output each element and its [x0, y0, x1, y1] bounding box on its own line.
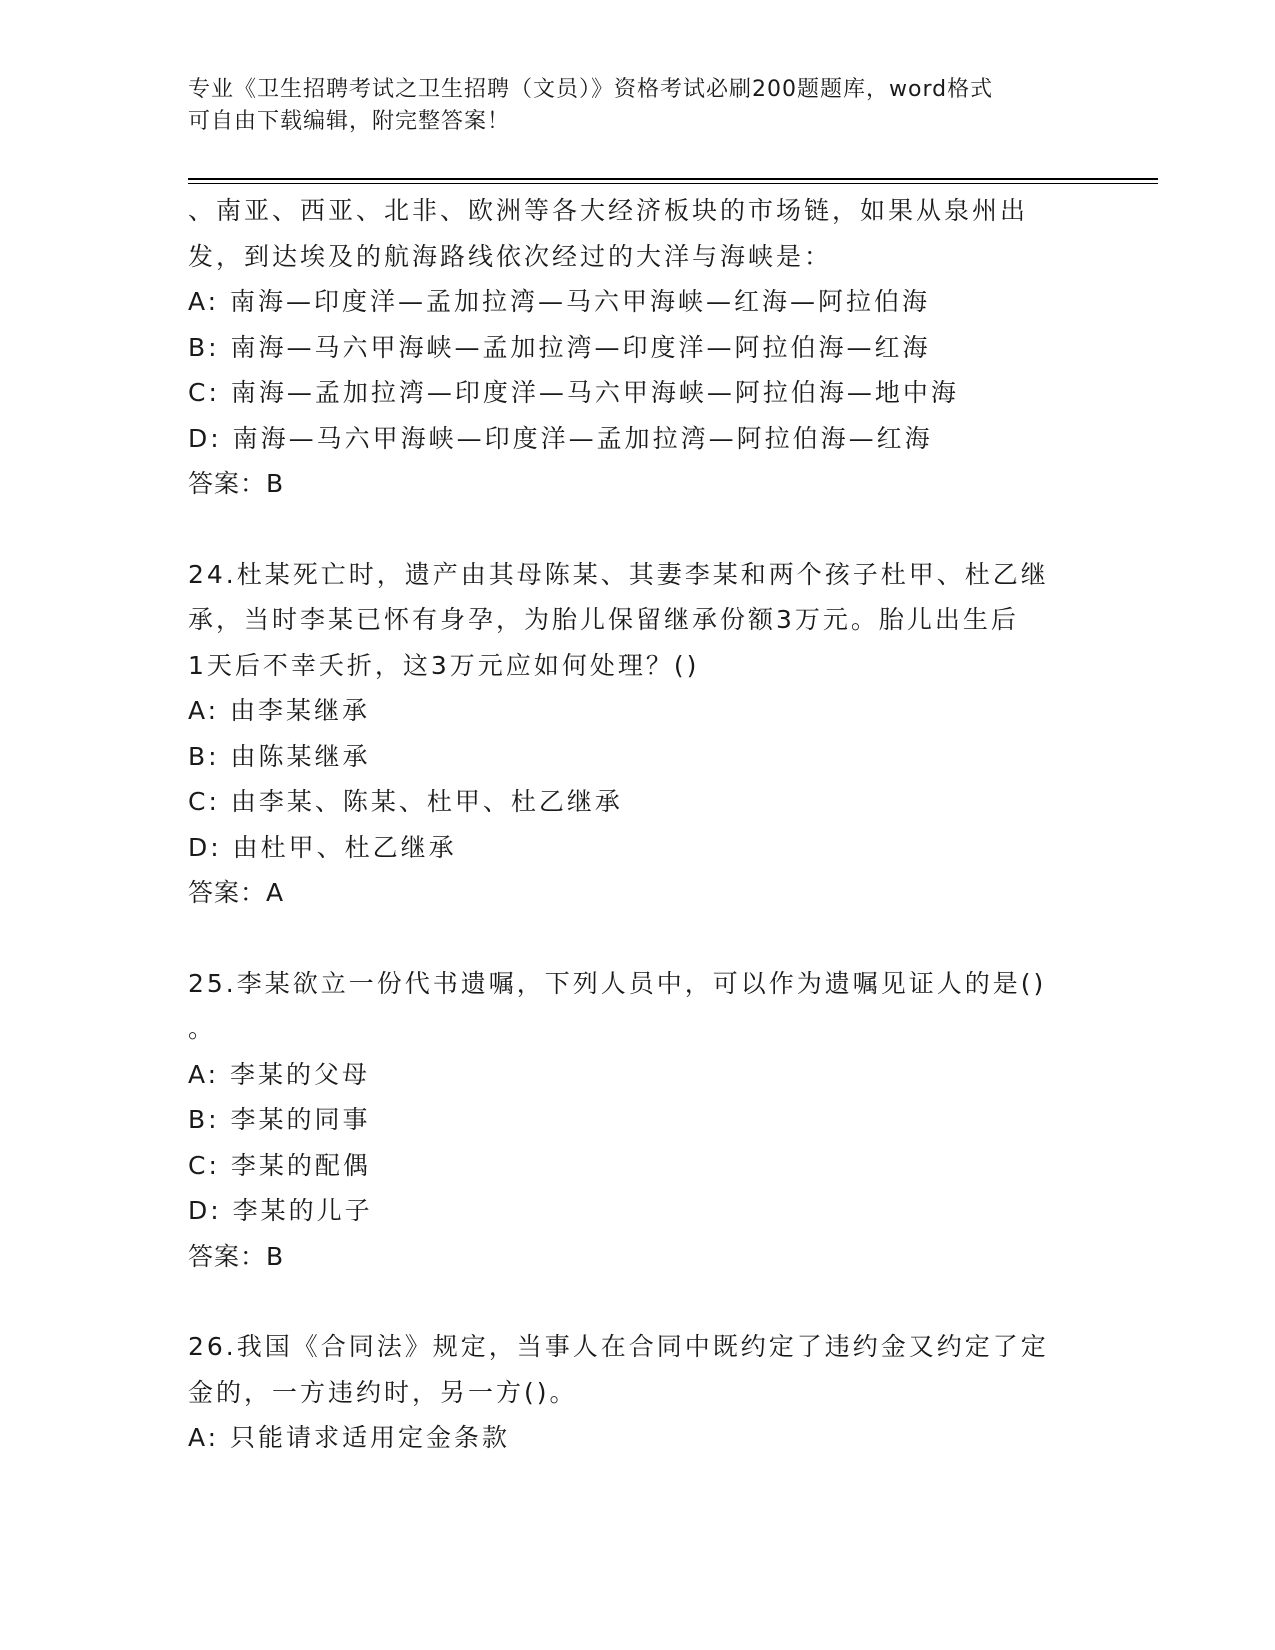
header-line-1: 专业《卫生招聘考试之卫生招聘（文员）》资格考试必刷200题题库，word格式 — [188, 77, 994, 102]
document-header — [188, 74, 1088, 138]
option-b: B: 李某的同事 — [188, 1105, 371, 1134]
question-text-line: 26.我国《合同法》规定，当事人在合同中既约定了违约金又约定了定 — [188, 1332, 1049, 1361]
answer-line: 答案：B — [188, 1241, 285, 1271]
option-b: B: 由陈某继承 — [188, 741, 371, 771]
option-a: A: 由李某继承 — [188, 696, 371, 725]
option-c: C: 李某的配偶 — [188, 1150, 371, 1180]
option-d: D: 南海—马六甲海峡—印度洋—孟加拉湾—阿拉伯海—红海 — [188, 423, 933, 453]
option-a: A: 南海—印度洋—孟加拉湾—马六甲海峡—红海—阿拉伯海 — [188, 287, 931, 316]
option-d: D: 李某的儿子 — [188, 1196, 373, 1225]
spacer — [188, 916, 1088, 961]
question-23-continued — [188, 188, 1088, 507]
question-text-line: 、南亚、西亚、北非、欧洲等各大经济板块的市场链，如果从泉州出 — [188, 196, 1029, 225]
option-c: C: 南海—孟加拉湾—印度洋—马六甲海峡—阿拉伯海—地中海 — [188, 378, 959, 407]
option-c: C: 由李某、陈某、杜甲、杜乙继承 — [188, 787, 623, 816]
option-d: D: 由杜甲、杜乙继承 — [188, 832, 457, 862]
answer-line: 答案：B — [188, 469, 285, 498]
spacer — [188, 507, 1088, 552]
option-b: B: 南海—马六甲海峡—孟加拉湾—印度洋—阿拉伯海—红海 — [188, 332, 931, 362]
question-content — [188, 188, 1088, 1461]
question-text-line: 。 — [188, 1014, 217, 1043]
question-text-line: 24.杜某死亡时，遗产由其母陈某、其妻李某和两个孩子杜甲、杜乙继 — [188, 559, 1049, 589]
spacer — [188, 1279, 1088, 1324]
question-text-line: 金的，一方违约时，另一方()。 — [188, 1377, 578, 1407]
header-rule-thin — [188, 183, 1158, 184]
header-line-2: 可自由下载编辑，附完整答案！ — [188, 109, 511, 134]
option-a: A: 李某的父母 — [188, 1059, 371, 1089]
question-text-line: 发，到达埃及的航海路线依次经过的大洋与海峡是： — [188, 241, 833, 271]
question-text-line: 承，当时李某已怀有身孕，为胎儿保留继承份额3万元。胎儿出生后 — [188, 605, 1019, 634]
question-25 — [188, 961, 1088, 1280]
header-rule-thick — [188, 178, 1158, 180]
answer-line: 答案：A — [188, 878, 285, 907]
question-text-line: 25.李某欲立一份代书遗嘱，下列人员中，可以作为遗嘱见证人的是() — [188, 968, 1047, 998]
question-text-line: 1天后不幸夭折，这3万元应如何处理？() — [188, 650, 700, 680]
question-24 — [188, 552, 1088, 916]
question-26 — [188, 1324, 1088, 1461]
option-a: A: 只能请求适用定金条款 — [188, 1423, 511, 1452]
